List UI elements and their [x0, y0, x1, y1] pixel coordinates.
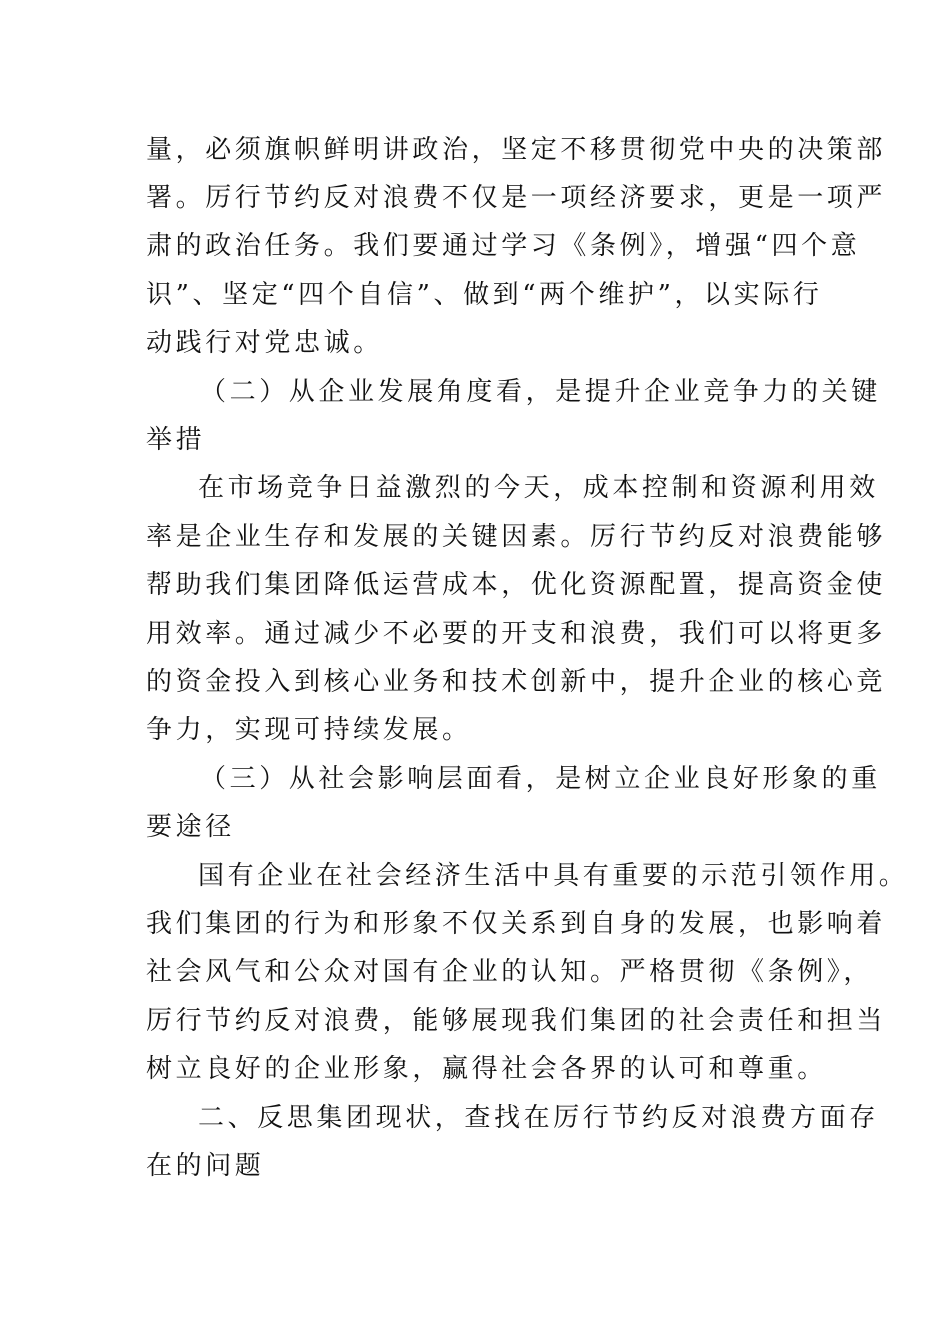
section-heading-2-cont: 举措 — [146, 425, 206, 455]
paragraph-line: 量，必须旗帜鲜明讲政治，坚定不移贯彻党中央的决策部 — [146, 135, 887, 165]
paragraph-line: 动践行对党忠诚。 — [146, 328, 383, 358]
section-heading-3: （三）从社会影响层面看，是树立企业良好形象的重 — [200, 764, 881, 794]
section-heading-3-cont: 要途径 — [146, 812, 235, 842]
paragraph-line: 我们集团的行为和形象不仅关系到自身的发展，也影响着 — [146, 909, 887, 939]
paragraph-line: 率是企业生存和发展的关键因素。厉行节约反对浪费能够 — [146, 522, 887, 552]
paragraph-line: 社会风气和公众对国有企业的认知。严格贯彻《条例》， — [146, 957, 874, 987]
paragraph-line: 的资金投入到核心业务和技术创新中，提升企业的核心竞 — [146, 667, 887, 697]
section-heading-part-2-cont: 在的问题 — [146, 1151, 265, 1181]
section-heading-part-2: 二、反思集团现状，查找在厉行节约反对浪费方面存 — [198, 1103, 879, 1133]
paragraph-line: 帮助我们集团降低运营成本，优化资源配置，提高资金使 — [146, 570, 887, 600]
paragraph-line: 厉行节约反对浪费，能够展现我们集团的社会责任和担当 — [146, 1006, 887, 1036]
paragraph-line: 争力，实现可持续发展。 — [146, 715, 472, 745]
paragraph-line: 树立良好的企业形象，赢得社会各界的认可和尊重。 — [146, 1054, 827, 1084]
paragraph-line: 署。厉行节约反对浪费不仅是一项经济要求，更是一项严 — [146, 183, 887, 213]
section-heading-2: （二）从企业发展角度看，是提升企业竞争力的关键 — [200, 377, 881, 407]
paragraph-line: 用效率。通过减少不必要的开支和浪费，我们可以将更多 — [146, 619, 887, 649]
paragraph-line: 肃的政治任务。我们要通过学习《条例》，增强“四个意 — [146, 231, 861, 261]
paragraph-line: 国有企业在社会经济生活中具有重要的示范引领作用。 — [198, 861, 909, 891]
paragraph-line: 识”、坚定“四个自信”、做到“两个维护”，以实际行 — [146, 280, 823, 310]
paragraph-line: 在市场竞争日益激烈的今天，成本控制和资源利用效 — [198, 473, 879, 503]
